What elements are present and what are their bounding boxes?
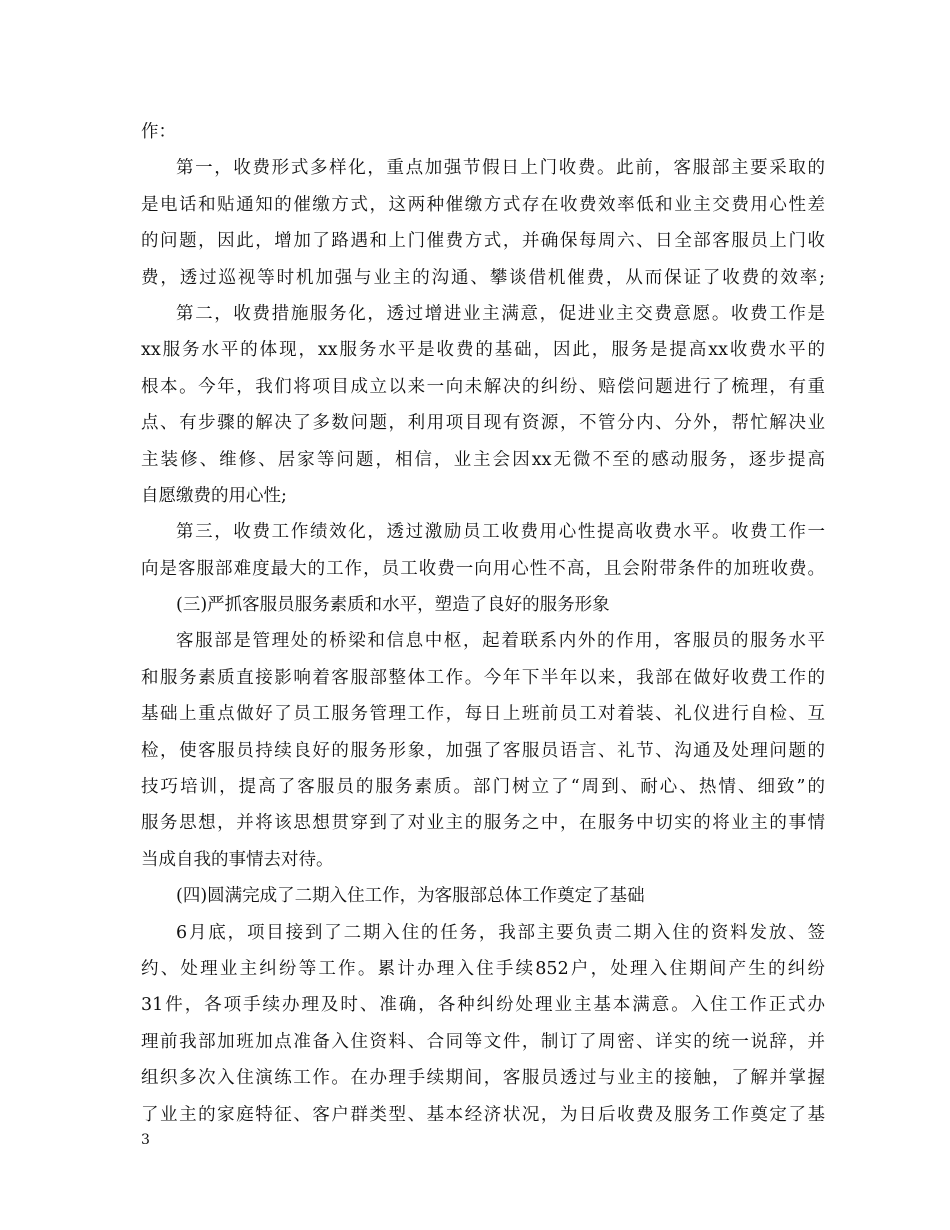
text-line: 当成自我的事情去对待。 bbox=[141, 849, 334, 870]
text-line: 主装修、维修、居家等问题，相信，业主会因xx无微不至的感动服务，逐步提高 bbox=[141, 449, 825, 470]
text-line: 技巧培训，提高了客服员的服务素质。部门树立了“周到、耐心、热情、细致”的 bbox=[141, 777, 825, 798]
text-line: 理前我部加班加点准备入住资料、合同等文件，制订了周密、详实的统一说辞，并 bbox=[141, 1031, 825, 1052]
text-line: 约、处理业主纠纷等工作。累计办理入住手续852户，处理入住期间产生的纠纷 bbox=[141, 958, 825, 979]
text-line: 是电话和贴通知的催缴方式，这两种催缴方式存在收费效率低和业主交费用心性差 bbox=[141, 194, 825, 215]
text-line: 自愿缴费的用心性; bbox=[141, 485, 287, 506]
text-line: 点、有步骤的解决了多数问题，利用项目现有资源，不管分内、分外，帮忙解决业 bbox=[141, 413, 825, 434]
paragraph-first-line: 6月底，项目接到了二期入住的任务，我部主要负责二期入住的资料发放、签 bbox=[176, 922, 825, 943]
text-line: 基础上重点做好了员工服务管理工作，每日上班前员工对着装、礼仪进行自检、互 bbox=[141, 704, 825, 725]
text-line: 向是客服部难度最大的工作，员工收费一向用心性不高，且会附带条件的加班收费。 bbox=[141, 558, 825, 579]
text-line: 作： bbox=[141, 122, 176, 142]
text-line: 的问题，因此，增加了路遇和上门催费方式，并确保每周六、日全部客服员上门收 bbox=[141, 231, 825, 252]
text-line: 费，透过巡视等时机加强与业主的沟通、攀谈借机催费，从而保证了收费的效率; bbox=[141, 267, 825, 288]
text-line: 检，使客服员持续良好的服务形象，加强了客服员语言、礼节、沟通及处理问题的 bbox=[141, 740, 825, 761]
text-line: 了业主的家庭特征、客户群类型、基本经济状况，为日后收费及服务工作奠定了基 bbox=[141, 1104, 825, 1125]
text-line: 服务思想，并将该思想贯穿到了对业主的服务之中，在服务中切实的将业主的事情 bbox=[141, 813, 825, 834]
paragraph-first-line: 第一，收费形式多样化，重点加强节假日上门收费。此前，客服部主要采取的 bbox=[176, 158, 825, 179]
page-number: 3 bbox=[141, 1132, 150, 1148]
text-line: xx服务水平的体现，xx服务水平是收费的基础，因此，服务是提高xx收费水平的 bbox=[141, 340, 825, 361]
section-heading: (三)严抓客服员服务素质和水平，塑造了良好的服务形象 bbox=[176, 595, 610, 616]
text-line: 根本。今年，我们将项目成立以来一向未解决的纠纷、赔偿问题进行了梳理，有重 bbox=[141, 376, 825, 397]
text-line: 31件，各项手续办理及时、准确，各种纠纷处理业主基本满意。入住工作正式办 bbox=[141, 995, 825, 1016]
body-text bbox=[141, 114, 825, 1133]
text-line: 组织多次入住演练工作。在办理手续期间，客服员透过与业主的接触，了解并掌握 bbox=[141, 1068, 825, 1089]
section-heading: (四)圆满完成了二期入住工作，为客服部总体工作奠定了基础 bbox=[176, 886, 645, 907]
text-line: 和服务素质直接影响着客服部整体工作。今年下半年以来，我部在做好收费工作的 bbox=[141, 667, 825, 688]
paragraph-first-line: 第三，收费工作绩效化，透过激励员工收费用心性提高收费水平。收费工作一 bbox=[176, 522, 825, 543]
paragraph-first-line: 第二，收费措施服务化，透过增进业主满意，促进业主交费意愿。收费工作是 bbox=[176, 303, 825, 324]
paragraph-first-line: 客服部是管理处的桥梁和信息中枢，起着联系内外的作用，客服员的服务水平 bbox=[176, 631, 825, 652]
